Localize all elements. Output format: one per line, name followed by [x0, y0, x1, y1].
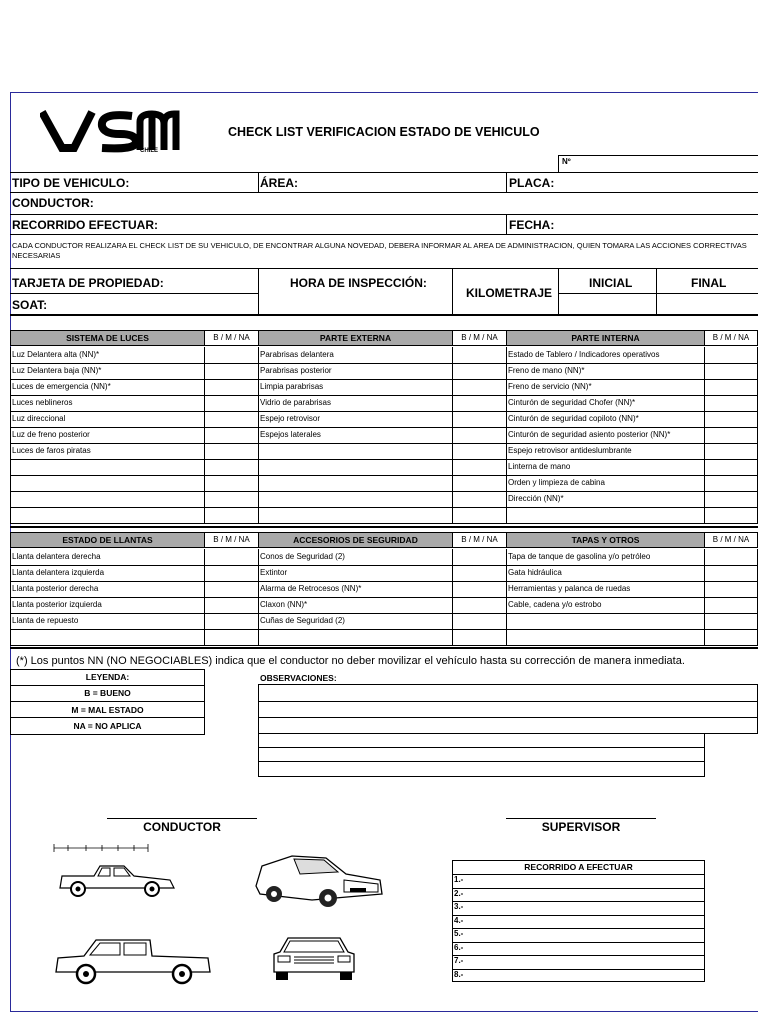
logo-sub: CHILE [140, 148, 158, 154]
legend-title: LEYENDA: [85, 672, 130, 682]
instruction-text: CADA CONDUCTOR REALIZARA EL CHECK LIST DE SU VEHICULO, DE ENCONTRAR ALGUNA NOVEDAD, DEBERA INFORMAR AL AREA DE ADMINISTRACION, QUIEN TOMARA LAS ACCIONES CORRECTIVAS NECESARIAS [12, 241, 747, 260]
bm-header-1: B / M / NA [204, 330, 259, 346]
rating-cell-col2-4[interactable] [452, 597, 506, 613]
estado-llantas-header: ESTADO DE LLANTAS [10, 532, 205, 548]
rating-cell-col1-8[interactable] [204, 459, 258, 475]
legend-row-bueno: B = BUENO [84, 688, 131, 698]
recorrido-label: RECORRIDO EFECTUAR: [12, 218, 158, 232]
form-title: CHECK LIST VERIFICACION ESTADO DE VEHICULO [228, 125, 540, 139]
rating-cell-col2-9[interactable] [452, 475, 506, 491]
bm-header-3: B / M / NA [704, 330, 758, 346]
checklist-item-col2-4: Claxon (NN)* [260, 600, 308, 609]
checklist-item-col1-3: Llanta posterior derecha [12, 584, 99, 593]
rating-cell-col3-1[interactable] [704, 347, 757, 363]
rating-cell-col3-2[interactable] [704, 565, 757, 581]
bm-header-5: B / M / NA [452, 532, 507, 548]
checklist-item-col1-1: Luz Delantera alta (NN)* [12, 350, 100, 359]
rating-cell-col3-11[interactable] [704, 507, 757, 523]
area-label: ÁREA: [260, 176, 298, 190]
observaciones-label: OBSERVACIONES: [260, 673, 337, 683]
car-front-illustration [270, 930, 358, 984]
inicial-label: INICIAL [589, 276, 633, 290]
rating-cell-col3-4[interactable] [704, 597, 757, 613]
checklist-item-col2-2: Parabrisas posterior [260, 366, 332, 375]
bm-header-4: B / M / NA [204, 532, 259, 548]
recorrido-box [452, 860, 705, 982]
checklist-item-col3-1: Estado de Tablero / Indicadores operativos [508, 350, 660, 359]
rating-cell-col2-4[interactable] [452, 395, 506, 411]
rating-cell-col3-10[interactable] [704, 491, 757, 507]
checklist-item-col2-6: Espejos laterales [260, 430, 321, 439]
legend-row-no-aplica: NA = NO APLICA [73, 721, 142, 731]
checklist-item-col3-3: Freno de servicio (NN)* [508, 382, 592, 391]
soat-label: SOAT: [12, 298, 48, 312]
rating-cell-col3-8[interactable] [704, 459, 757, 475]
rating-cell-col1-3[interactable] [204, 581, 258, 597]
rating-cell-col1-7[interactable] [204, 443, 258, 459]
placa-label: PLACA: [509, 176, 555, 190]
rating-cell-col3-6[interactable] [704, 629, 757, 645]
tarjeta-label: TARJETA DE PROPIEDAD: [12, 276, 164, 290]
checklist-item-col3-5: Cinturón de seguridad copiloto (NN)* [508, 414, 639, 423]
checklist-item-col2-5: Espejo retrovisor [260, 414, 321, 423]
rating-cell-col1-2[interactable] [204, 363, 258, 379]
sistema-luces-header: SISTEMA DE LUCES [10, 330, 205, 346]
rating-cell-col1-1[interactable] [204, 549, 258, 565]
checklist-item-col3-7: Espejo retrovisor antideslumbrante [508, 446, 632, 455]
checklist-item-col1-1: Llanta delantera derecha [12, 552, 101, 561]
rating-cell-col1-4[interactable] [204, 395, 258, 411]
rating-cell-col2-2[interactable] [452, 565, 506, 581]
observaciones-lower[interactable] [258, 733, 705, 777]
rating-cell-col3-3[interactable] [704, 581, 757, 597]
kilometraje-label: KILOMETRAJE [466, 286, 553, 300]
rating-cell-col2-8[interactable] [452, 459, 506, 475]
checklist-item-col3-4: Cinturón de seguridad Chofer (NN)* [508, 398, 636, 407]
rating-cell-col3-7[interactable] [704, 443, 757, 459]
accesorios-header: ACCESORIOS DE SEGURIDAD [258, 532, 453, 548]
conductor-signature-label: CONDUCTOR [143, 820, 221, 834]
rating-cell-col3-3[interactable] [704, 379, 757, 395]
checklist-item-col3-8: Linterna de mano [508, 462, 571, 471]
checklist-item-col1-4: Luces neblineros [12, 398, 73, 407]
rating-cell-col2-1[interactable] [452, 549, 506, 565]
rating-cell-col1-4[interactable] [204, 597, 258, 613]
checklist-item-col1-3: Luces de emergencia (NN)* [12, 382, 111, 391]
pickup-rear-illustration [252, 850, 386, 910]
parte-externa-header: PARTE EXTERNA [258, 330, 453, 346]
rating-cell-col2-11[interactable] [452, 507, 506, 523]
recorrido-row-4[interactable]: 4.- [454, 915, 464, 925]
recorrido-row-7[interactable]: 7.- [454, 956, 464, 965]
rating-cell-col2-5[interactable] [452, 613, 506, 629]
rating-cell-col2-3[interactable] [452, 581, 506, 597]
rating-cell-col2-3[interactable] [452, 379, 506, 395]
checklist-item-col3-4: Cable, cadena y/o estrobo [508, 600, 602, 609]
parte-interna-header: PARTE INTERNA [506, 330, 705, 346]
rating-cell-col2-6[interactable] [452, 427, 506, 443]
rating-cell-col1-2[interactable] [204, 565, 258, 581]
rating-cell-col2-6[interactable] [452, 629, 506, 645]
nn-note: (*) Los puntos NN (NO NEGOCIABLES) indica que el conductor no deber movilizar el vehículo hasta su corrección de manera inmediata. [16, 655, 685, 667]
checklist-item-col2-1: Parabrisas delantera [260, 350, 334, 359]
checklist-item-col1-5: Llanta de repuesto [12, 616, 79, 625]
rating-cell-col2-7[interactable] [452, 443, 506, 459]
legend-row-mal-estado: M = MAL ESTADO [71, 705, 144, 715]
recorrido-row-3[interactable]: 3.- [454, 902, 464, 911]
recorrido-row-6[interactable]: 6.- [454, 942, 464, 952]
rating-cell-col1-1[interactable] [204, 347, 258, 363]
checklist-item-col3-2: Gata hidráulica [508, 568, 562, 577]
conductor-label: CONDUCTOR: [12, 196, 94, 210]
rating-cell-col2-1[interactable] [452, 347, 506, 363]
rating-cell-col3-5[interactable] [704, 411, 757, 427]
pickup-side-illustration [52, 928, 214, 986]
recorrido-row-8[interactable]: 8.- [454, 969, 464, 979]
checklist-item-col3-6: Cinturón de seguridad asiento posterior (NN)* [508, 430, 671, 439]
rating-cell-col1-11[interactable] [204, 507, 258, 523]
final-label: FINAL [691, 276, 727, 290]
checklist-item-col1-5: Luz direccional [12, 414, 66, 423]
rating-cell-col1-6[interactable] [204, 427, 258, 443]
checklist-item-col3-1: Tapa de tanque de gasolina y/o petróleo [508, 552, 651, 561]
fecha-label: FECHA: [509, 218, 555, 232]
checklist-item-col2-3: Alarma de Retrocesos (NN)* [260, 584, 362, 593]
recorrido-title: RECORRIDO A EFECTUAR [524, 862, 633, 872]
checklist-item-col1-2: Llanta delantera izquierda [12, 568, 105, 577]
recorrido-row-2[interactable]: 2.- [454, 888, 464, 898]
checklist-item-col2-5: Cuñas de Seguridad (2) [260, 616, 345, 625]
rating-cell-col1-10[interactable] [204, 491, 258, 507]
recorrido-row-5[interactable]: 5.- [454, 929, 464, 938]
recorrido-row-1[interactable]: 1.- [454, 875, 464, 884]
checklist-item-col1-7: Luces de faros piratas [12, 446, 91, 455]
rating-cell-col2-5[interactable] [452, 411, 506, 427]
rating-cell-col1-3[interactable] [204, 379, 258, 395]
checklist-item-col3-9: Orden y limpieza de cabina [508, 478, 605, 487]
rating-cell-col1-9[interactable] [204, 475, 258, 491]
checklist-item-col1-6: Luz de freno posterior [12, 430, 90, 439]
vsm-logo [40, 108, 180, 158]
checklist-item-col3-10: Dirección (NN)* [508, 494, 564, 503]
rating-cell-col3-9[interactable] [704, 475, 757, 491]
bm-header-6: B / M / NA [704, 532, 758, 548]
checklist-item-col2-4: Vidrio de parabrisas [260, 398, 332, 407]
rating-cell-col1-6[interactable] [204, 629, 258, 645]
observaciones-area[interactable] [258, 684, 758, 734]
rating-cell-col2-10[interactable] [452, 491, 506, 507]
pickup-side-ruler-illustration [52, 842, 182, 902]
rating-cell-col3-2[interactable] [704, 363, 757, 379]
rating-cell-col1-5[interactable] [204, 613, 258, 629]
checklist-item-col3-2: Freno de mano (NN)* [508, 366, 585, 375]
tapas-header: TAPAS Y OTROS [506, 532, 705, 548]
checklist-item-col2-3: Limpia parabrisas [260, 382, 324, 391]
checklist-item-col1-4: Llanta posterior izquierda [12, 600, 102, 609]
bm-header-2: B / M / NA [452, 330, 507, 346]
rating-cell-col3-5[interactable] [704, 613, 757, 629]
checklist-item-col1-2: Luz Delantera baja (NN)* [12, 366, 102, 375]
rating-cell-col3-6[interactable] [704, 427, 757, 443]
supervisor-signature-label: SUPERVISOR [541, 820, 621, 834]
tipo-vehiculo-label: TIPO DE VEHICULO: [12, 176, 130, 190]
number-label: Nº [562, 157, 571, 166]
checklist-item-col3-3: Herramientas y palanca de ruedas [508, 584, 631, 593]
hora-label: HORA DE INSPECCIÓN: [290, 276, 427, 290]
rating-cell-col2-2[interactable] [452, 363, 506, 379]
rating-cell-col3-1[interactable] [704, 549, 757, 565]
checklist-item-col2-1: Conos de Seguridad (2) [260, 552, 345, 561]
checklist-item-col2-2: Extintor [260, 568, 288, 577]
rating-cell-col3-4[interactable] [704, 395, 757, 411]
rating-cell-col1-5[interactable] [204, 411, 258, 427]
